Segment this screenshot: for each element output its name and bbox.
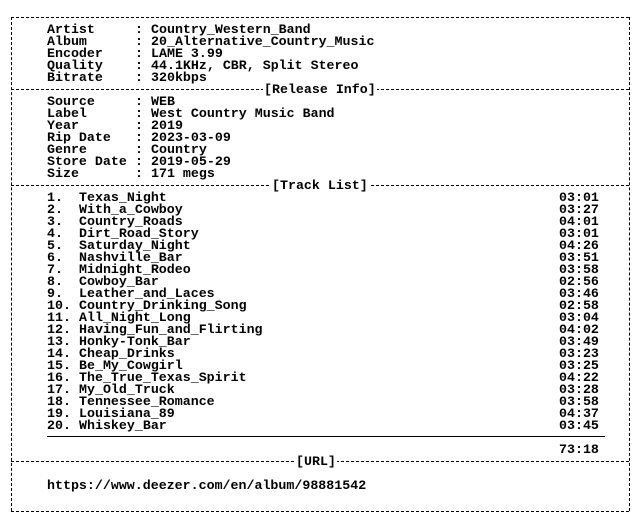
right-border (629, 17, 630, 511)
track-number: 1. (47, 190, 63, 205)
release-field-colon: : (135, 94, 143, 109)
track-time: 03:27 (559, 202, 599, 217)
release-field-label: Label (47, 106, 87, 121)
track-name: Texas_Night (79, 190, 167, 205)
track-name: Cheap_Drinks (79, 346, 175, 361)
track-name: Country_Roads (79, 214, 183, 229)
track-number: 12. (47, 322, 71, 337)
track-number: 9. (47, 286, 63, 301)
track-time: 04:22 (559, 370, 599, 385)
header-field-value: LAME 3.99 (151, 46, 223, 61)
track-name: Midnight_Rodeo (79, 262, 191, 277)
release-field-colon: : (135, 142, 143, 157)
release-field-value: 171 megs (151, 166, 215, 181)
header-field-value: 20_Alternative_Country_Music (151, 34, 375, 49)
release-field-label: Year (47, 118, 79, 133)
track-name: Country_Drinking_Song (79, 298, 247, 313)
track-number: 7. (47, 262, 63, 277)
header-field-colon: : (135, 58, 143, 73)
track-name: Whiskey_Bar (79, 418, 167, 433)
track-name: Cowboy_Bar (79, 274, 159, 289)
top-border (11, 17, 629, 18)
track-number: 13. (47, 334, 71, 349)
release-field-value: 2023-03-09 (151, 130, 231, 145)
track-name: My_Old_Truck (79, 382, 175, 397)
track-time: 03:46 (559, 286, 599, 301)
header-field-label: Album (47, 34, 87, 49)
track-time: 03:51 (559, 250, 599, 265)
header-field-value: Country_Western_Band (151, 22, 311, 37)
track-time: 03:58 (559, 394, 599, 409)
track-number: 3. (47, 214, 63, 229)
track-time: 04:37 (559, 406, 599, 421)
track-time: 02:56 (559, 274, 599, 289)
track-name: Louisiana_89 (79, 406, 175, 421)
track-name: Saturday_Night (79, 238, 191, 253)
track-number: 2. (47, 202, 63, 217)
track-name: Dirt_Road_Story (79, 226, 199, 241)
track-time: 04:02 (559, 322, 599, 337)
track-number: 10. (47, 298, 71, 313)
release-field-label: Size (47, 166, 79, 181)
release-field-colon: : (135, 106, 143, 121)
track-time: 04:26 (559, 238, 599, 253)
track-name: Having_Fun_and_Flirting (79, 322, 263, 337)
header-field-label: Bitrate (47, 70, 103, 85)
track-time: 03:01 (559, 190, 599, 205)
release-field-colon: : (135, 118, 143, 133)
release-field-value: Country (151, 142, 207, 157)
url-title: [URL] (296, 454, 336, 469)
track-time: 03:58 (559, 262, 599, 277)
bottom-border (11, 511, 629, 512)
header-field-value: 320kbps (151, 70, 207, 85)
header-field-colon: : (135, 70, 143, 85)
header-field-colon: : (135, 22, 143, 37)
url-separator (11, 454, 629, 469)
track-time: 02:58 (559, 298, 599, 313)
header-field-label: Quality (47, 58, 103, 73)
header-field-value: 44.1KHz, CBR, Split Stereo (151, 58, 359, 73)
release-info-title: [Release Info] (264, 82, 376, 97)
album-url-link[interactable]: https://www.deezer.com/en/album/98881542 (47, 478, 367, 493)
track-number: 18. (47, 394, 71, 409)
track-name: Leather_and_Laces (79, 286, 215, 301)
total-rule (47, 436, 605, 437)
track-number: 4. (47, 226, 63, 241)
total-time: 73:18 (559, 442, 599, 457)
track-list-separator (11, 178, 629, 193)
track-name: The_True_Texas_Spirit (79, 370, 247, 385)
track-number: 20. (47, 418, 71, 433)
header-field-label: Artist (47, 22, 95, 37)
left-border (11, 17, 12, 511)
track-number: 17. (47, 382, 71, 397)
release-field-colon: : (135, 154, 143, 169)
track-list-title: [Track List] (272, 178, 368, 193)
track-number: 19. (47, 406, 71, 421)
track-time: 03:01 (559, 226, 599, 241)
track-number: 8. (47, 274, 63, 289)
release-field-label: Store Date (47, 154, 127, 169)
track-number: 16. (47, 370, 71, 385)
release-field-value: West Country Music Band (151, 106, 335, 121)
track-name: With_a_Cowboy (79, 202, 183, 217)
header-field-label: Encoder (47, 46, 103, 61)
track-name: All_Night_Long (79, 310, 191, 325)
track-time: 03:49 (559, 334, 599, 349)
track-number: 6. (47, 250, 63, 265)
track-number: 14. (47, 346, 71, 361)
release-field-value: WEB (151, 94, 175, 109)
track-number: 15. (47, 358, 71, 373)
track-number: 5. (47, 238, 63, 253)
header-field-colon: : (135, 34, 143, 49)
release-field-colon: : (135, 166, 143, 181)
track-name: Nashville_Bar (79, 250, 183, 265)
release-field-label: Genre (47, 142, 87, 157)
track-number: 11. (47, 310, 71, 325)
release-field-label: Rip Date (47, 130, 111, 145)
track-time: 03:23 (559, 346, 599, 361)
header-field-colon: : (135, 46, 143, 61)
track-time: 04:01 (559, 214, 599, 229)
track-time: 03:25 (559, 358, 599, 373)
release-field-value: 2019 (151, 118, 183, 133)
track-time: 03:04 (559, 310, 599, 325)
track-name: Be_My_Cowgirl (79, 358, 183, 373)
track-time: 03:28 (559, 382, 599, 397)
release-field-colon: : (135, 130, 143, 145)
track-name: Honky-Tonk_Bar (79, 334, 191, 349)
release-field-label: Source (47, 94, 95, 109)
track-time: 03:45 (559, 418, 599, 433)
release-field-value: 2019-05-29 (151, 154, 231, 169)
track-name: Tennessee_Romance (79, 394, 215, 409)
release-info-separator (11, 82, 629, 97)
